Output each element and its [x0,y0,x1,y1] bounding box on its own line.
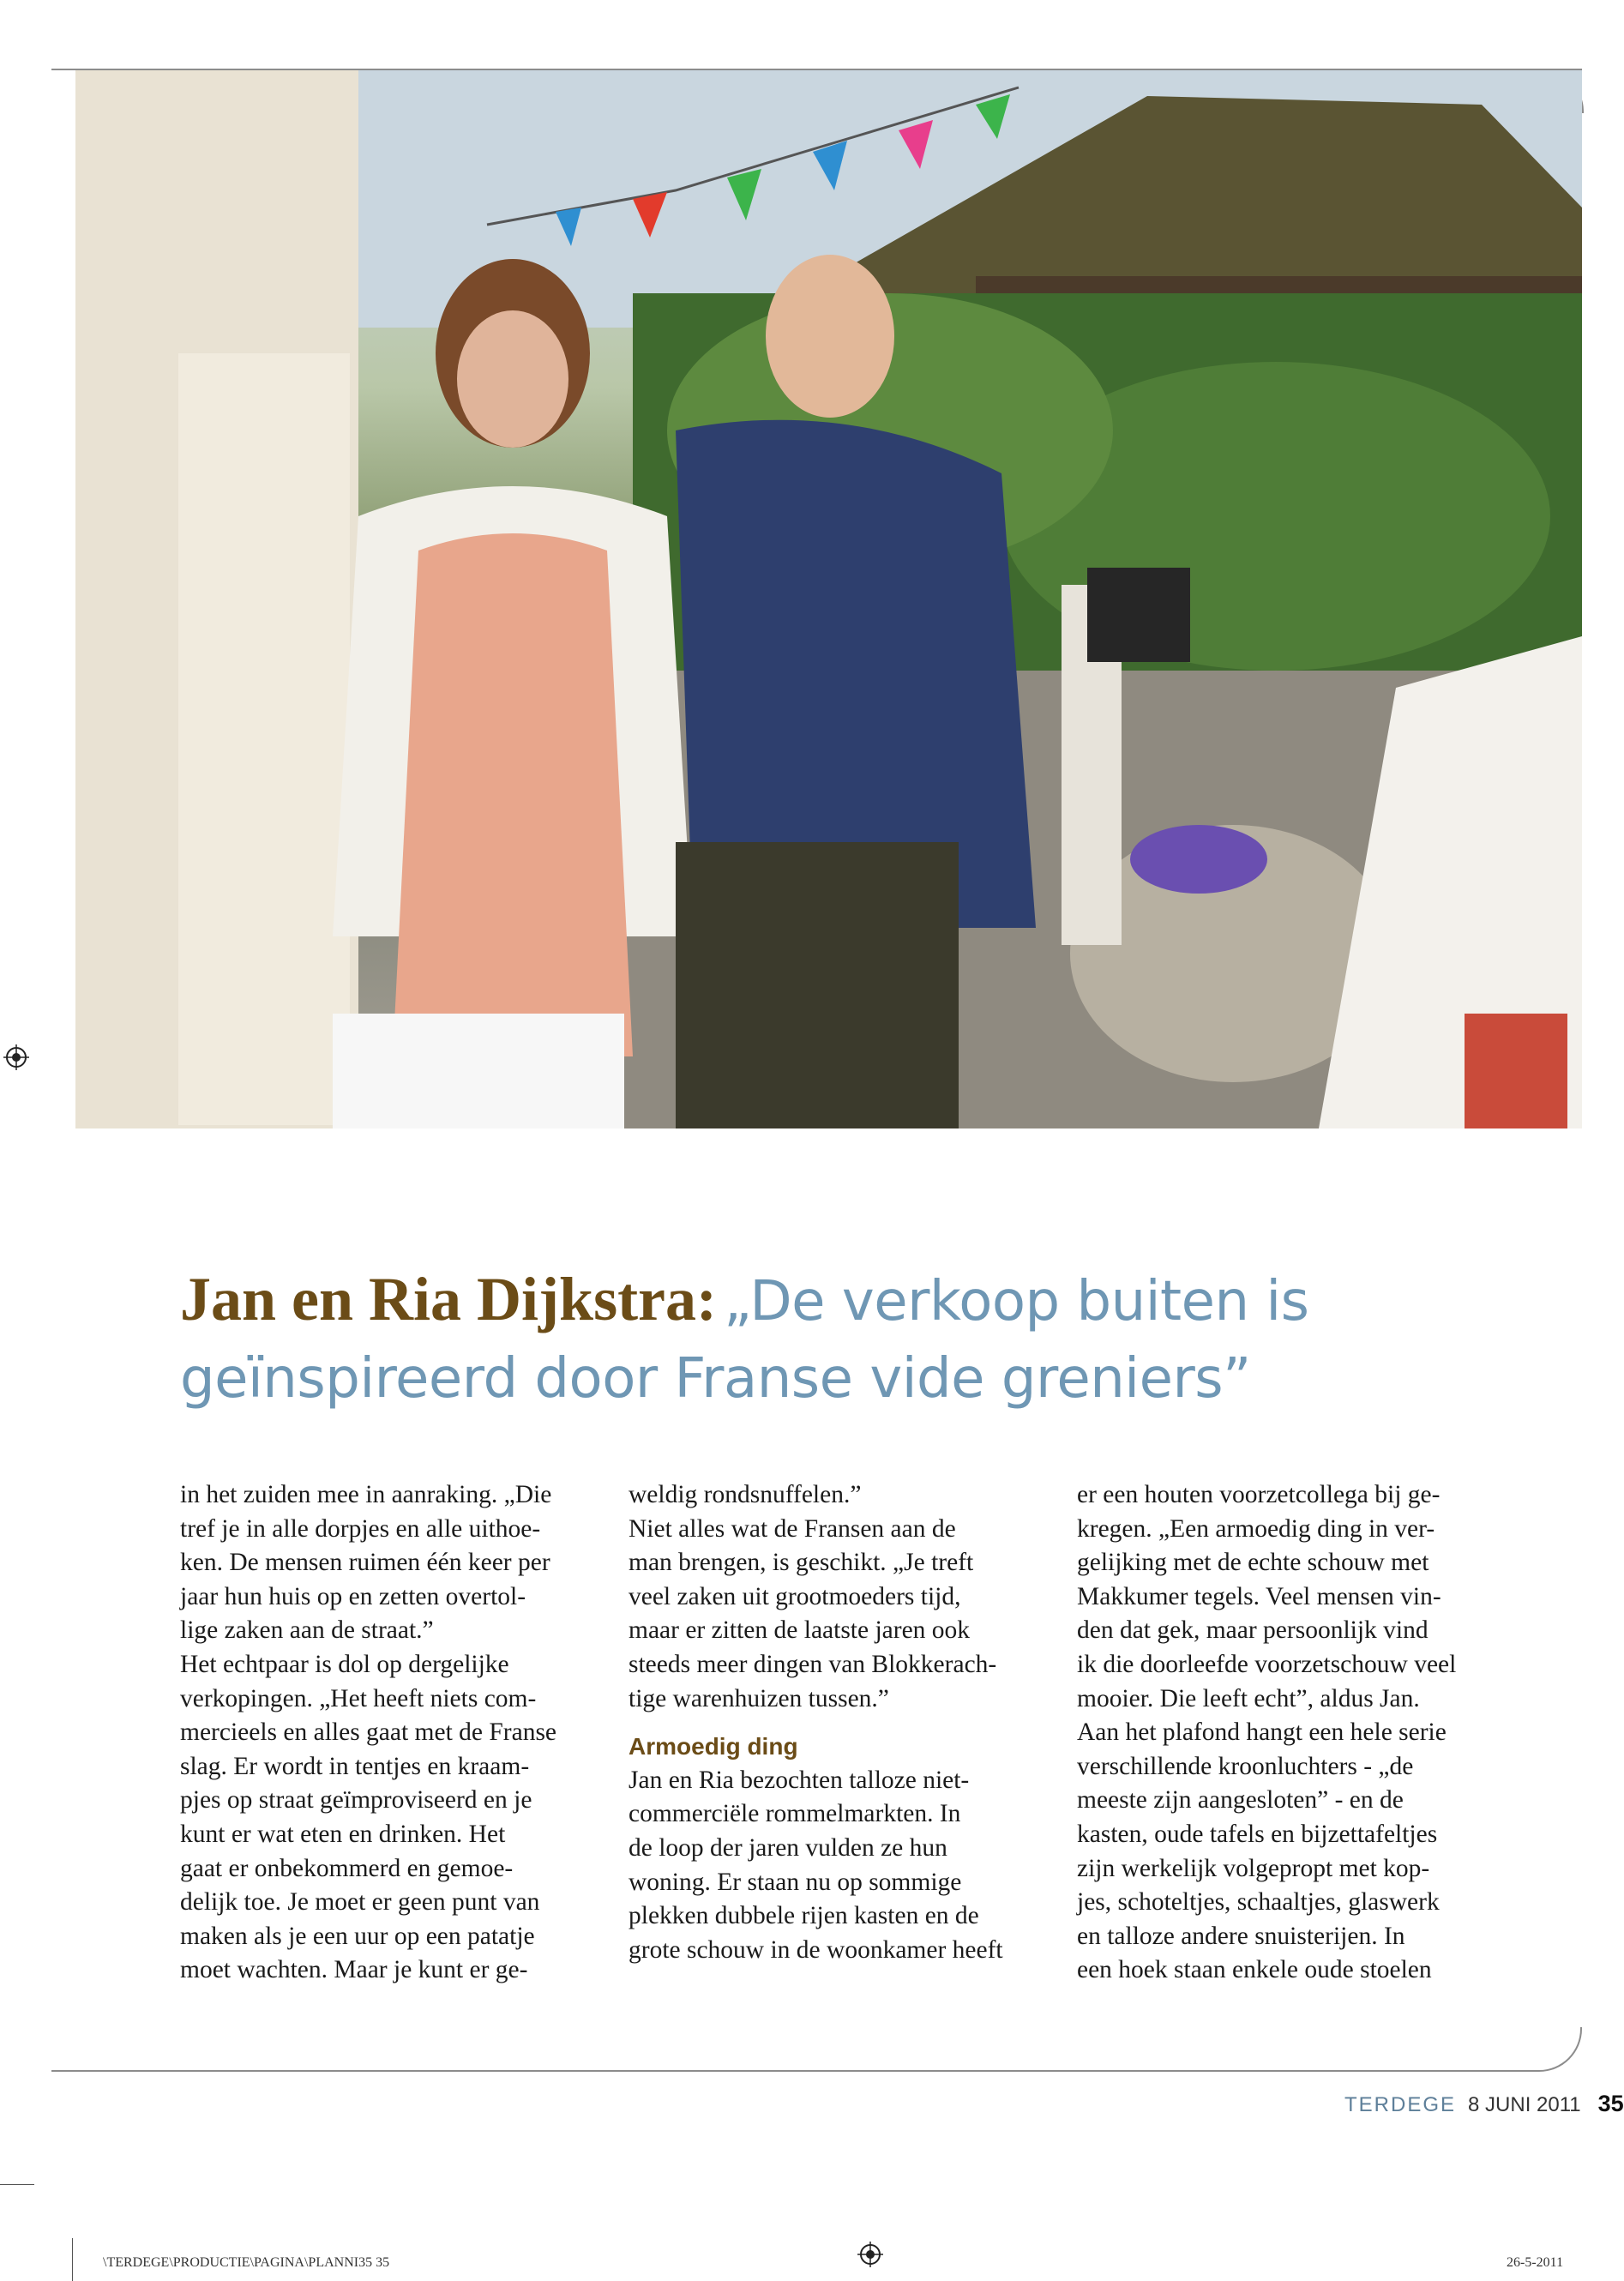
crop-mark [72,2238,73,2281]
body-line: den dat gek, maar persoonlijk vind [1077,1616,1429,1645]
body-line: verschillende kroonluchters - „de [1077,1752,1414,1780]
body-line: pjes op straat geïmproviseerd en je [180,1786,532,1815]
body-line: lige zaken aan de straat.” [180,1616,434,1645]
body-line: Niet alles wat de Fransen aan de [629,1514,956,1543]
registration-mark-icon [857,2242,883,2267]
body-line: moet wachten. Maar je kunt er ge- [180,1956,528,1984]
body-line: mercieels en alles gaat met de Franse [180,1718,557,1747]
body-line: Jan en Ria bezochten talloze niet- [629,1766,970,1794]
article-photo [75,70,1582,1128]
body-line: grote schouw in de woonkamer heeft [629,1935,1003,1964]
folio-magazine: TERDEGE [1344,2093,1457,2116]
page-folio [1344,2091,1624,2117]
body-line: plekken dubbele rijen kasten en de [629,1902,979,1930]
body-line: gelijking met de echte schouw met [1077,1549,1429,1577]
body-line: maar er zitten de laatste jaren ook [629,1616,971,1645]
body-line: tige warenhuizen tussen.” [629,1684,889,1712]
body-line: ken. De mensen ruimen één keer per [180,1549,550,1577]
registration-mark-icon [3,1044,29,1070]
body-line: jaar hun huis op en zetten overtol- [180,1582,526,1610]
body-line: slag. Er wordt in tentjes en kraam- [180,1752,530,1780]
body-line: kunt er wat eten en drinken. Het [180,1820,506,1848]
body-line: meeste zijn aangesloten” - en de [1077,1786,1404,1815]
body-line: Aan het plafond hangt een hele serie [1077,1718,1447,1747]
slug-date: 26-5-2011 [1507,2255,1564,2270]
body-line: kregen. „Een armoedig ding in ver- [1077,1514,1435,1543]
photo-placeholder-icon [75,70,1582,1128]
body-line: Het echtpaar is dol op dergelijke [180,1650,509,1678]
body-line: er een houten voorzetcollega bij ge- [1077,1481,1441,1508]
body-line: gaat er onbekommerd en gemoe- [180,1854,514,1882]
body-line: ik die doorleefde voorzetschouw veel [1077,1650,1457,1678]
body-line: kasten, oude tafels en bijzettafeltjes [1077,1820,1438,1848]
body-line: woning. Er staan nu op sommige [629,1868,962,1896]
text-column-3 [1077,1478,1506,1988]
body-line: een hoek staan enkele oude stoelen [1077,1956,1432,1984]
body-line: tref je in alle dorpjes en alle uithoe- [180,1514,541,1543]
slug-path: \TERDEGE\PRODUCTIE\PAGINA\PLANNI35 35 [103,2255,390,2270]
body-line: Makkumer tegels. Veel mensen vin- [1077,1582,1441,1610]
body-line: zijn werkelijk volgepropt met kop- [1077,1854,1430,1882]
body-line: in het zuiden mee in aanraking. „Die [180,1481,552,1508]
body-line: en talloze andere snuisterijen. In [1077,1922,1405,1950]
body-line: man brengen, is geschikt. „Je treft [629,1549,974,1577]
text-column-1 [180,1478,609,1988]
section-subhead: Armoedig ding [629,1733,798,1760]
body-line: commerciële rommelmarkten. In [629,1800,961,1828]
text-column-2 [629,1478,1057,1967]
headline-quote-line1: „De verkoop buiten is [724,1270,1309,1333]
folio-page-number: 35 [1597,2091,1624,2116]
body-line: veel zaken uit grootmoeders tijd, [629,1582,961,1610]
body-line: de loop der jaren vulden ze hun [629,1833,947,1862]
body-line: mooier. Die leeft echt”, aldus Jan. [1077,1684,1420,1712]
article-headline [180,1265,1415,1422]
body-line: weldig rondsnuffelen.” [629,1481,862,1508]
body-line: delijk toe. Je moet er geen punt van [180,1888,540,1917]
crop-mark [0,2184,34,2185]
body-line: maken als je een uur op een patatje [180,1922,535,1950]
headline-names: Jan en Ria Dijkstra: [180,1265,717,1333]
body-line: jes, schoteltjes, schaaltjes, glaswerk [1077,1888,1440,1917]
body-line: verkopingen. „Het heeft niets com- [180,1684,537,1712]
folio-date: 8 JUNI 2011 [1468,2093,1581,2116]
headline-quote-line2: geïnspireerd door Franse vide greniers” [180,1347,1251,1411]
body-line: steeds meer dingen van Blokkerach- [629,1650,997,1678]
bottom-rule [51,2070,1539,2072]
